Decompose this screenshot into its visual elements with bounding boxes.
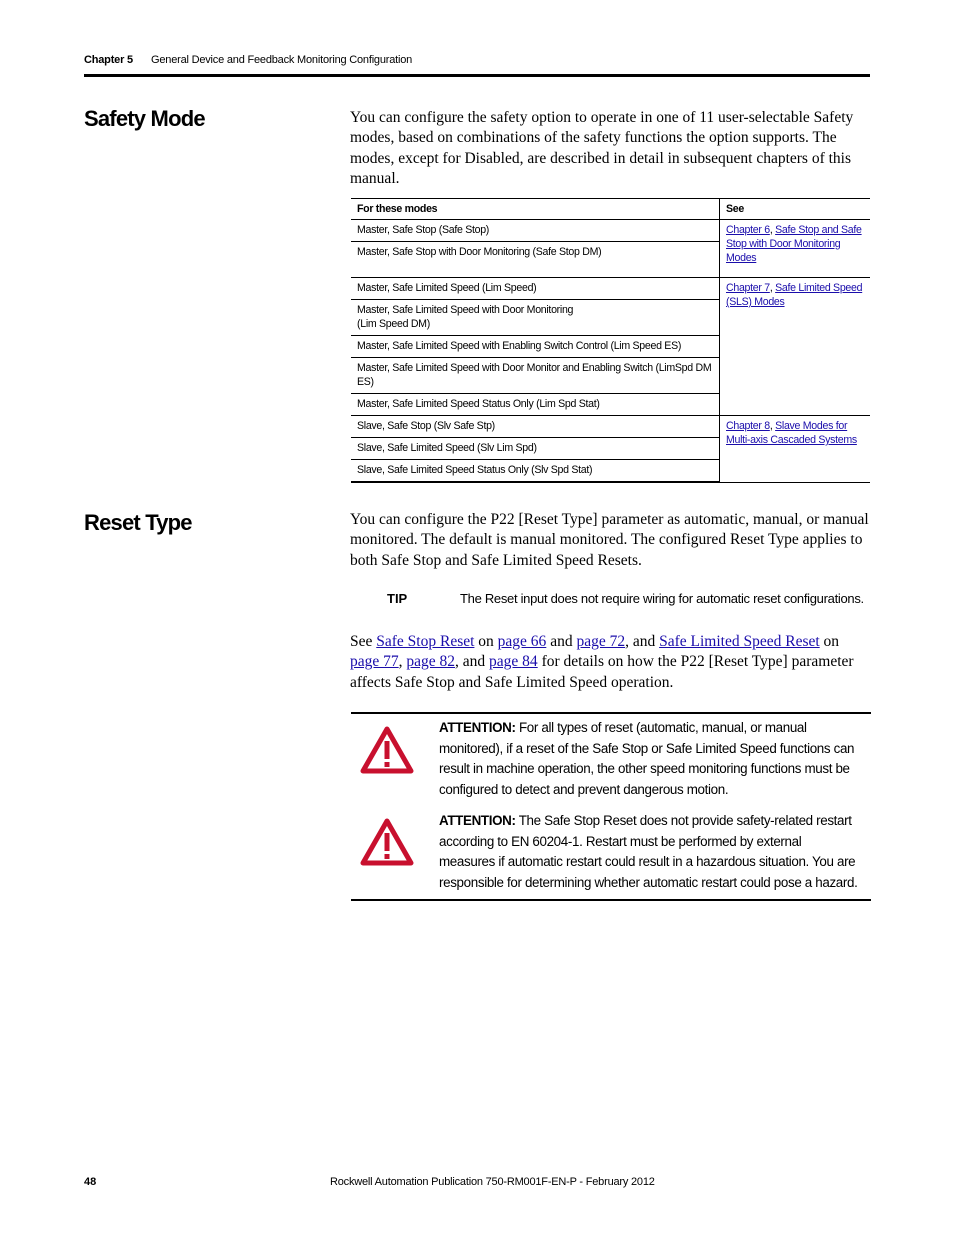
table-row <box>351 278 870 300</box>
text-run: , <box>398 653 407 671</box>
safety-modes-table <box>351 198 870 483</box>
attention-top-rule <box>351 712 871 714</box>
warning-triangle-icon <box>360 818 414 866</box>
table-row <box>351 220 870 242</box>
text-run: , and <box>455 653 490 671</box>
ref-separator: , <box>769 224 776 236</box>
col-header-modes: For these modes <box>351 199 720 220</box>
text-run: and <box>546 633 577 650</box>
slave-modes-link[interactable]: Slave Modes for Multi-axis Cascaded Systems <box>726 420 857 446</box>
page-72-link[interactable]: page 72 <box>576 633 626 650</box>
mode-cell: Master, Safe Stop with Door Monitoring (Safe Stop DM) <box>351 242 720 278</box>
mode-cell <box>351 300 720 336</box>
safe-stop-modes-link[interactable]: Safe Stop and Safe Stop with Door Monitoring Modes <box>726 224 862 264</box>
page-number: 48 <box>84 1176 97 1188</box>
attention-bottom-rule <box>351 899 871 901</box>
mode-cell: Master, Safe Limited Speed with Enabling Switch Control (Lim Speed ES) <box>351 336 720 358</box>
chapter-6-link[interactable]: Chapter 6 <box>726 224 770 236</box>
safe-stop-reset-link[interactable]: Safe Stop Reset <box>376 633 475 650</box>
see-references-paragraph <box>350 632 872 693</box>
reset-type-heading: Reset Type <box>84 510 192 535</box>
mode-line: Master, Safe Limited Speed with Door Monitoring <box>357 304 574 316</box>
text-run: on <box>819 633 840 650</box>
page-77-link[interactable]: page 77 <box>350 653 399 671</box>
chapter-title: General Device and Feedback Monitoring Configuration <box>151 54 413 66</box>
warning-triangle-icon <box>360 726 414 774</box>
text-run: , and <box>625 633 660 650</box>
ref-separator: , <box>769 282 776 294</box>
sls-modes-link[interactable]: Safe Limited Speed (SLS) Modes <box>726 282 863 308</box>
attention-text-2 <box>439 811 859 893</box>
table-row <box>351 416 870 438</box>
text-run: See <box>350 633 377 650</box>
chapter-label: Chapter 5 <box>84 54 133 66</box>
see-cell <box>720 416 871 483</box>
see-cell <box>720 278 871 416</box>
mode-cell: Slave, Safe Limited Speed (Slv Lim Spd) <box>351 438 720 460</box>
see-cell <box>720 220 871 278</box>
page-82-link[interactable]: page 82 <box>406 653 456 671</box>
reset-type-paragraph: You can configure the P22 [Reset Type] parameter as automatic, manual, or manual monitored. The default is manual monitored. The configured Reset Type applies to both Safe Stop and Safe Limited Speed Resets. <box>350 511 869 569</box>
mode-cell: Master, Safe Limited Speed (Lim Speed) <box>351 278 720 300</box>
safe-limited-speed-reset-link[interactable]: Safe Limited Speed Reset <box>659 633 820 650</box>
table-header-row <box>351 199 870 220</box>
page-84-link[interactable]: page 84 <box>489 653 538 671</box>
attention-body: For all types of reset (automatic, manual, or manual monitored), if a reset of the Safe Stop or Safe Limited Speed functions can result in machine operation, the other speed monitoring functions must be configured to detect and prevent dangerous motion. <box>439 720 855 797</box>
safety-mode-heading: Safety Mode <box>84 106 205 131</box>
text-run: for details on how the P22 [Reset Type] parameter affects Safe Stop and Safe Limited Speed operation. <box>350 653 854 691</box>
ref-separator: , <box>769 420 776 432</box>
attention-text-1 <box>439 718 859 800</box>
chapter-7-link[interactable]: Chapter 7 <box>726 282 770 294</box>
text-run: on <box>474 633 498 650</box>
col-header-see: See <box>720 199 871 220</box>
attention-body: The Safe Stop Reset does not provide safety-related restart according to EN 60204-1. Restart must be performed by external measures if automatic restart could result in a hazardous situation. You are responsible for determining whether automatic restart could pose a hazard. <box>439 813 858 890</box>
mode-cell: Slave, Safe Stop (Slv Safe Stp) <box>351 416 720 438</box>
mode-cell: Master, Safe Limited Speed with Door Monitor and Enabling Switch (LimSpd DM ES) <box>351 358 720 394</box>
attention-label: ATTENTION: <box>439 720 516 735</box>
tip-text: The Reset input does not require wiring for automatic reset configurations. <box>460 591 864 606</box>
mode-cell: Master, Safe Stop (Safe Stop) <box>351 220 720 242</box>
mode-line: (Lim Speed DM) <box>357 318 430 330</box>
chapter-8-link[interactable]: Chapter 8 <box>726 420 770 432</box>
page-66-link[interactable]: page 66 <box>497 633 547 650</box>
attention-label: ATTENTION: <box>439 813 516 828</box>
mode-cell: Master, Safe Limited Speed Status Only (Lim Spd Stat) <box>351 394 720 416</box>
publication-info: Rockwell Automation Publication 750-RM001F-EN-P - February 2012 <box>330 1176 655 1188</box>
tip-label: TIP <box>387 591 408 606</box>
safety-mode-paragraph: You can configure the safety option to operate in one of 11 user-selectable Safety modes, based on combinations of the safety functions the option supports. The modes, except for Disabled, are described in detail in subsequent chapters of this manual. <box>350 109 854 187</box>
header-rule <box>84 74 870 77</box>
mode-cell: Slave, Safe Limited Speed Status Only (Slv Spd Stat) <box>351 460 720 483</box>
